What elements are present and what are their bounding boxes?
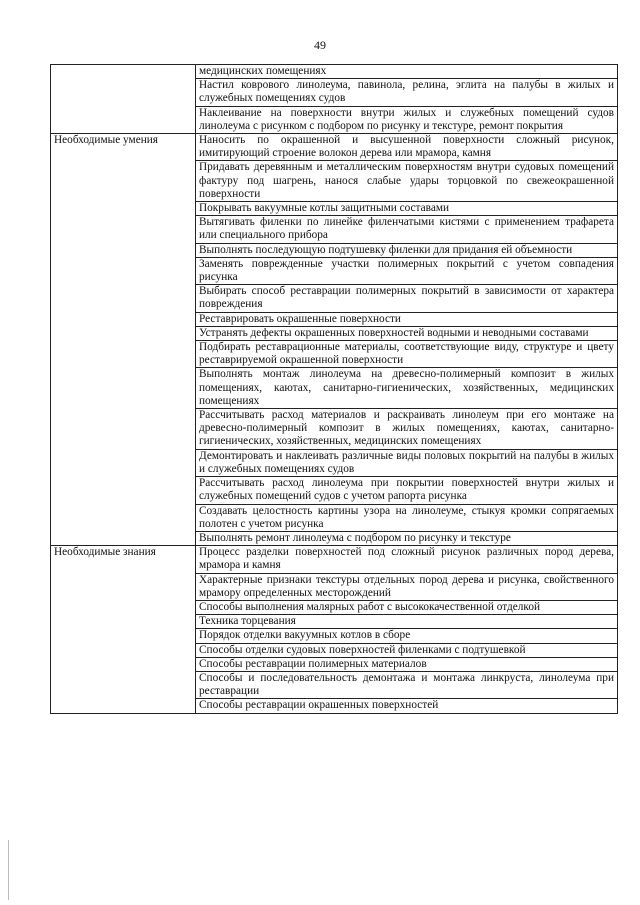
- requirement-item: Порядок отделки вакуумных котлов в сборе: [196, 629, 618, 643]
- requirement-item: Характерные признаки текстуры отдельных пород дерева и рисунка, свойственного мрамору определенных месторождений: [196, 573, 618, 600]
- requirement-item: Выполнять монтаж линолеума на древесно-полимерный композит в жилых помещениях, каютах, санитарно-гигиенических, хозяйственных, медицинских помещениях: [196, 368, 618, 409]
- requirement-item: Устранять дефекты окрашенных поверхностей водными и неводными составами: [196, 326, 618, 340]
- section-label: Необходимые знания: [51, 546, 196, 713]
- table-row: [51, 546, 618, 573]
- requirement-item: Вытягивать филенки по линейке филенчатыми кистями с применением трафарета или специального прибора: [196, 216, 618, 243]
- requirement-item: Способы и последовательность демонтажа и монтажа линкруста, линолеума при реставрации: [196, 671, 618, 698]
- requirement-item: Покрывать вакуумные котлы защитными составами: [196, 202, 618, 216]
- requirement-item: Выполнять ремонт линолеума с подбором по рисунку и текстуре: [196, 531, 618, 545]
- page-number: 49: [314, 38, 326, 52]
- requirement-item: Придавать деревянным и металлическим поверхностям внутри судовых помещений фактуру под шагрень, нанося слабые удары торцовкой по свежеокрашенной поверхности: [196, 161, 618, 202]
- requirement-item: Выбирать способ реставрации полимерных покрытий в зависимости от характера повреждения: [196, 285, 618, 312]
- requirement-item: Способы реставрации полимерных материалов: [196, 657, 618, 671]
- requirement-item: Техника торцевания: [196, 615, 618, 629]
- requirements-table: [50, 64, 618, 714]
- scan-edge-mark: [8, 840, 9, 900]
- requirement-item: Способы реставрации окрашенных поверхностей: [196, 699, 618, 713]
- requirement-item: Наклеивание на поверхности внутри жилых и служебных помещений судов линолеума с рисунком с подбором по рисунку и текстуре, ремонт покрытия: [196, 106, 618, 133]
- requirement-item: Выполнять последующую подтушевку филенки для придания ей объемности: [196, 243, 618, 257]
- requirement-item: Демонтировать и наклеивать различные виды половых покрытий на палубы в жилых и служебных помещениях судов: [196, 449, 618, 476]
- table-row: [51, 65, 618, 79]
- table-row: [51, 134, 618, 161]
- requirement-item: Рассчитывать расход линолеума при покрытии поверхностей внутри жилых и служебных помещений судов с учетом рапорта рисунка: [196, 477, 618, 504]
- requirement-item: Реставрировать окрашенные поверхности: [196, 312, 618, 326]
- requirement-item: Рассчитывать расход материалов и раскраивать линолеум при его монтаже на древесно-полимерный композит в жилых помещениях, каютах, санитарно-гигиенических, хозяйственных, медицинских помещениях: [196, 409, 618, 450]
- section-label: [51, 65, 196, 134]
- requirement-item: Подбирать реставрационные материалы, соответствующие виду, структуре и цвету реставрируемой окрашенной поверхности: [196, 341, 618, 368]
- requirement-item: медицинских помещениях: [196, 65, 618, 79]
- requirement-item: Наносить по окрашенной и высушенной поверхности сложный рисунок, имитирующий строение волокон дерева или мрамора, камня: [196, 134, 618, 161]
- requirement-item: Создавать целостность картины узора на линолеуме, стыкуя кромки сопрягаемых полотен с учетом рисунка: [196, 504, 618, 531]
- requirement-item: Способы выполнения малярных работ с высококачественной отделкой: [196, 600, 618, 614]
- requirement-item: Способы отделки судовых поверхностей филенками с подтушевкой: [196, 643, 618, 657]
- requirement-item: Настил коврового линолеума, павинола, релина, эглита на палубы в жилых и служебных помещениях судов: [196, 79, 618, 106]
- section-label: Необходимые умения: [51, 134, 196, 546]
- requirement-item: Процесс разделки поверхностей под сложный рисунок различных пород дерева, мрамора и камня: [196, 546, 618, 573]
- requirement-item: Заменять поврежденные участки полимерных покрытий с учетом совпадения рисунка: [196, 257, 618, 284]
